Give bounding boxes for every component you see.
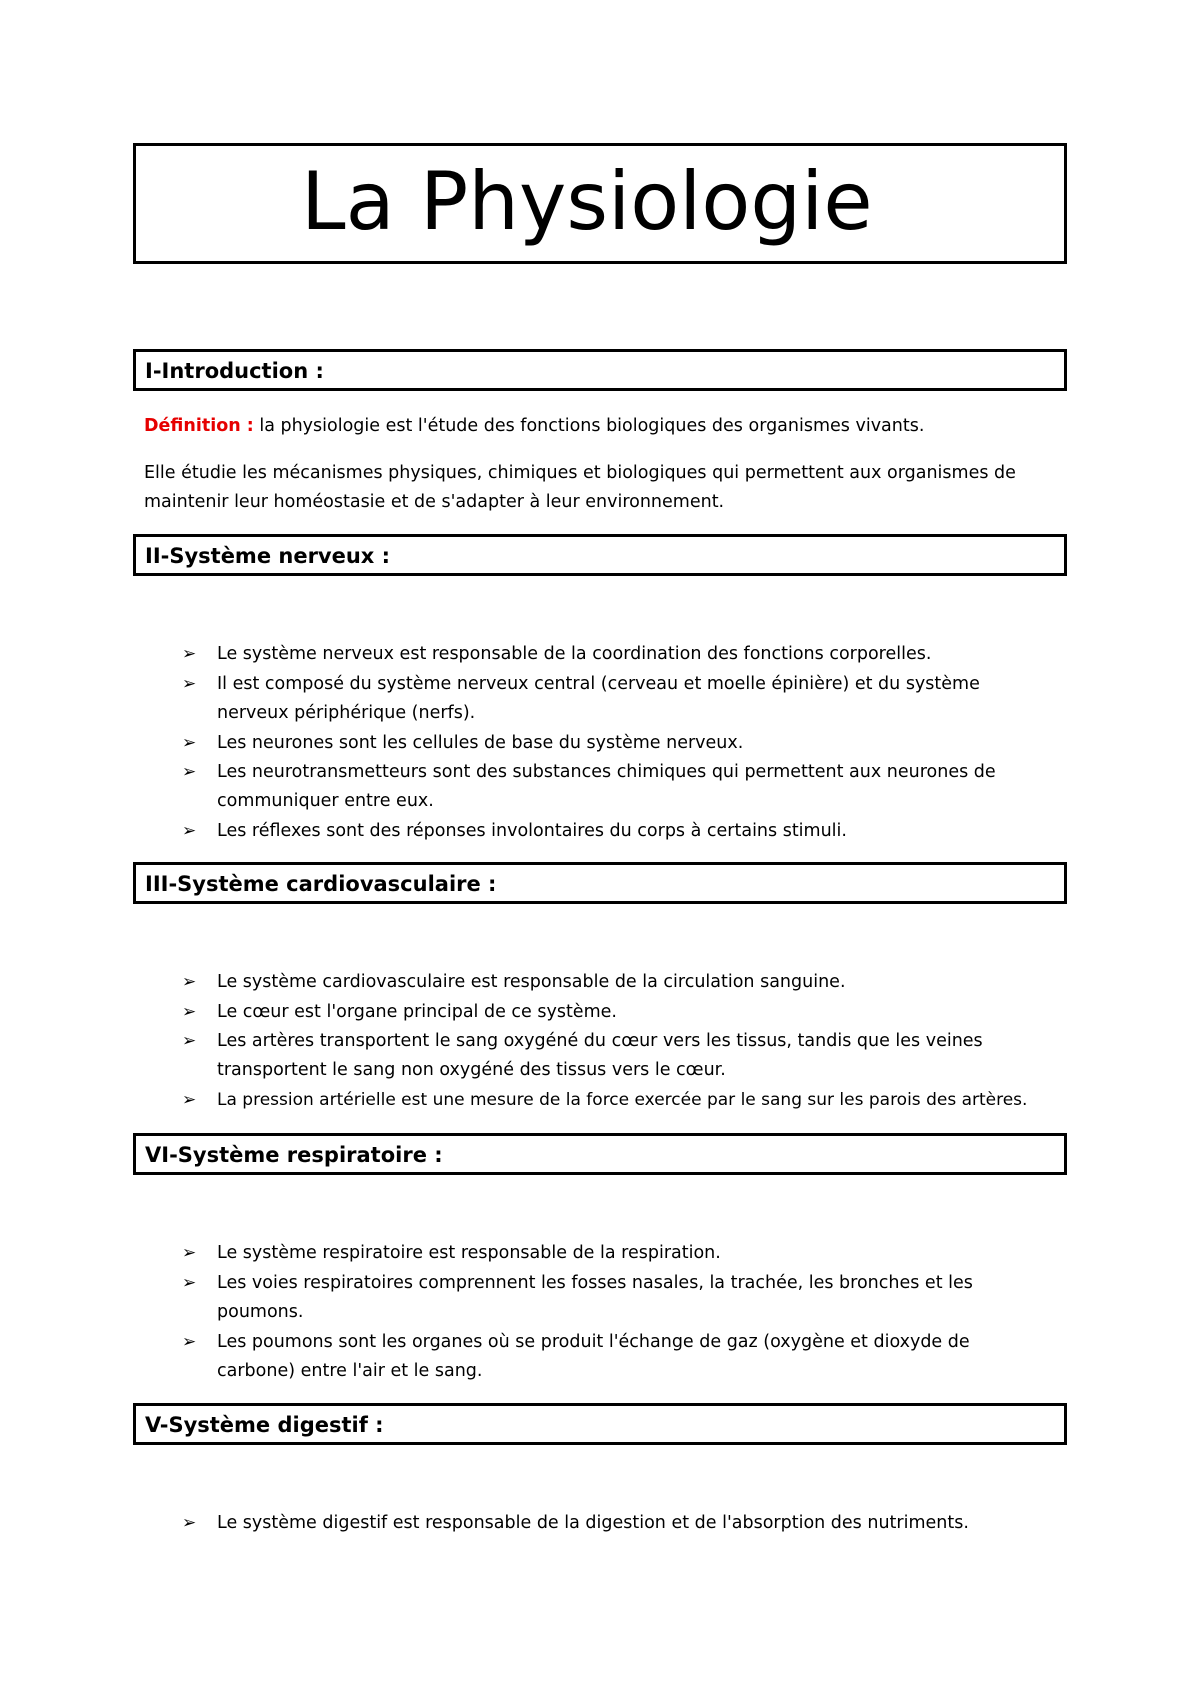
- section-heading-cardiovasculaire: [133, 862, 1067, 904]
- definition-label: Définition :: [144, 416, 254, 436]
- list-item-text: transportent le sang non oxygéné des tissus vers le cœur.: [217, 1060, 726, 1080]
- intro-paragraph-line: maintenir leur homéostasie et de s'adapter à leur environnement.: [144, 492, 725, 512]
- section-heading-digestif: [133, 1403, 1067, 1445]
- arrow-bullet-icon: ➢: [182, 1243, 197, 1263]
- section-heading-nerveux: [133, 534, 1067, 576]
- title-box: [133, 143, 1067, 264]
- arrow-bullet-icon: ➢: [182, 972, 197, 992]
- arrow-bullet-icon: ➢: [182, 644, 197, 664]
- section-heading-text: VI-Système respiratoire :: [145, 1143, 443, 1167]
- list-item-text: Il est composé du système nerveux central (cerveau et moelle épinière) et du système: [217, 674, 980, 694]
- list-item-text: communiquer entre eux.: [217, 791, 434, 811]
- list-item-text: Les neurotransmetteurs sont des substances chimiques qui permettent aux neurones de: [217, 762, 996, 782]
- section-heading-text: V-Système digestif :: [145, 1413, 384, 1437]
- list-item-text: Les voies respiratoires comprennent les fosses nasales, la trachée, les bronches et les: [217, 1273, 973, 1293]
- intro-paragraph: [144, 459, 1064, 517]
- intro-paragraph-line: Elle étudie les mécanismes physiques, chimiques et biologiques qui permettent aux organismes de: [144, 463, 1016, 483]
- list-item-text: Le système digestif est responsable de la digestion et de l'absorption des nutriments.: [217, 1513, 969, 1533]
- definition-text: la physiologie est l'étude des fonctions biologiques des organismes vivants.: [253, 416, 925, 436]
- arrow-bullet-icon: ➢: [182, 733, 197, 753]
- arrow-bullet-icon: ➢: [182, 1513, 197, 1533]
- list-item-text: Les poumons sont les organes où se produit l'échange de gaz (oxygène et dioxyde de: [217, 1332, 970, 1352]
- list-item-text: La pression artérielle est une mesure de la force exercée par le sang sur les parois des artères.: [217, 1090, 1028, 1110]
- list-item-text: Les réflexes sont des réponses involontaires du corps à certains stimuli.: [217, 821, 847, 841]
- list-item-text: nerveux périphérique (nerfs).: [217, 703, 476, 723]
- section-heading-introduction: [133, 349, 1067, 391]
- arrow-bullet-icon: ➢: [182, 674, 197, 694]
- list-item-text: poumons.: [217, 1302, 304, 1322]
- list-item-text: Le système cardiovasculaire est responsable de la circulation sanguine.: [217, 972, 846, 992]
- list-item-text: Le système nerveux est responsable de la coordination des fonctions corporelles.: [217, 644, 932, 664]
- page-title: La Physiologie: [301, 155, 873, 248]
- section-heading-text: III-Système cardiovasculaire :: [145, 872, 497, 896]
- section-heading-text: II-Système nerveux :: [145, 544, 391, 568]
- list-item-text: Les neurones sont les cellules de base du système nerveux.: [217, 733, 744, 753]
- arrow-bullet-icon: ➢: [182, 762, 197, 782]
- list-item-text: Le cœur est l'organe principal de ce système.: [217, 1002, 617, 1022]
- arrow-bullet-icon: ➢: [182, 1002, 197, 1022]
- arrow-bullet-icon: ➢: [182, 1031, 197, 1051]
- arrow-bullet-icon: ➢: [182, 821, 197, 841]
- arrow-bullet-icon: ➢: [182, 1332, 197, 1352]
- section-heading-respiratoire: [133, 1133, 1067, 1175]
- list-item-text: Le système respiratoire est responsable de la respiration.: [217, 1243, 721, 1263]
- list-item-text: carbone) entre l'air et le sang.: [217, 1361, 483, 1381]
- arrow-bullet-icon: ➢: [182, 1273, 197, 1293]
- definition-paragraph: [144, 412, 1064, 441]
- section-heading-text: I-Introduction :: [145, 359, 324, 383]
- arrow-bullet-icon: ➢: [182, 1090, 197, 1110]
- list-item-text: Les artères transportent le sang oxygéné du cœur vers les tissus, tandis que les veines: [217, 1031, 983, 1051]
